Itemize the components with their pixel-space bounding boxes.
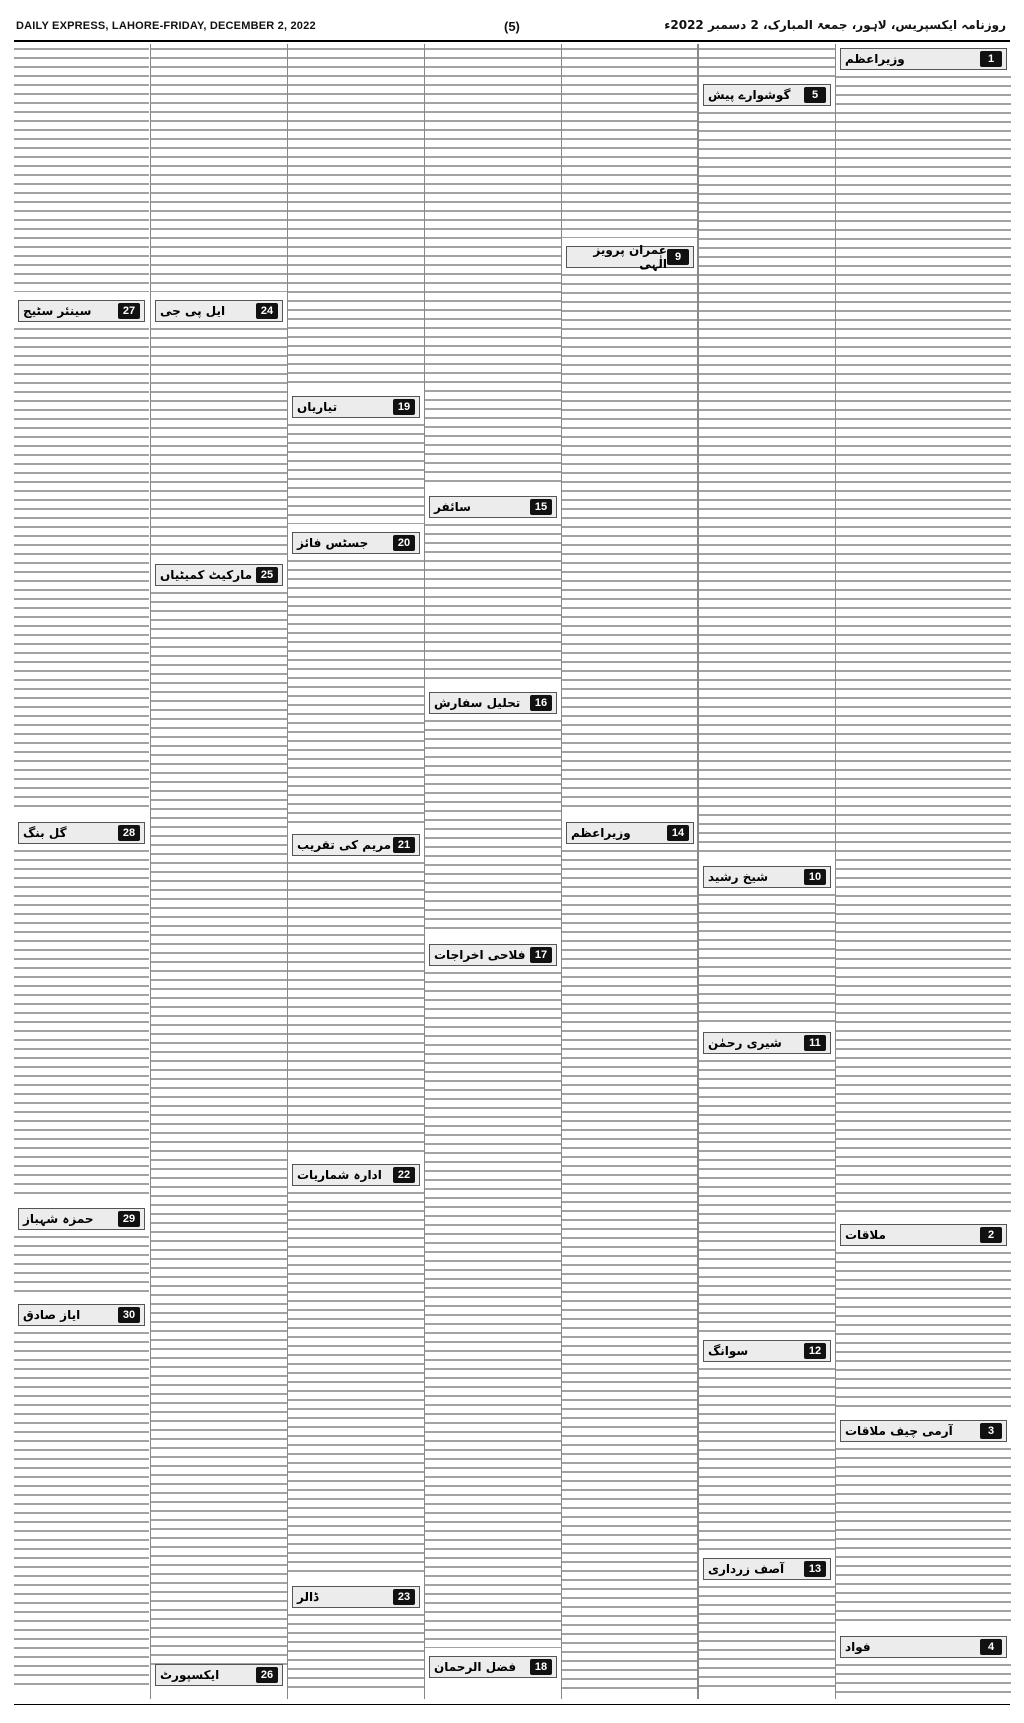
headline-number: 14 bbox=[667, 825, 689, 841]
masthead-date-english: DAILY EXPRESS, LAHORE-FRIDAY, DECEMBER 2, 2022 bbox=[16, 20, 316, 32]
text-block bbox=[14, 850, 149, 1200]
headline-title: مریم کی تقریب bbox=[297, 838, 392, 852]
column-2 bbox=[150, 44, 287, 1699]
text-block bbox=[562, 274, 698, 814]
headline-11 bbox=[703, 1032, 831, 1054]
column-5 bbox=[561, 44, 698, 1699]
headline-title: سینئر سٹیج bbox=[23, 304, 92, 318]
text-block bbox=[288, 1614, 424, 1692]
text-block bbox=[14, 1236, 149, 1296]
headline-title: تیاریاں bbox=[297, 400, 338, 414]
text-block bbox=[699, 894, 835, 1024]
headline-number: 26 bbox=[256, 1667, 278, 1683]
text-block bbox=[288, 1192, 424, 1578]
headline-number: 10 bbox=[804, 869, 826, 885]
headline-21 bbox=[292, 834, 420, 856]
headline-30 bbox=[18, 1304, 145, 1326]
headline-number: 3 bbox=[980, 1423, 1002, 1439]
headline-title: آرمی چیف ملاقات bbox=[845, 1424, 953, 1438]
headline-title: فلاحی اخراجات bbox=[434, 948, 526, 962]
column-1 bbox=[14, 44, 149, 1699]
headline-13 bbox=[703, 1558, 831, 1580]
headline-title: حمزہ شہباز bbox=[23, 1212, 94, 1226]
text-block bbox=[425, 524, 561, 684]
headline-number: 24 bbox=[256, 303, 278, 319]
headline-number: 18 bbox=[530, 1659, 552, 1675]
headline-19 bbox=[292, 396, 420, 418]
headline-4 bbox=[840, 1636, 1007, 1658]
headline-number: 12 bbox=[804, 1343, 826, 1359]
headline-number: 25 bbox=[256, 567, 278, 583]
headline-number: 29 bbox=[118, 1211, 140, 1227]
headline-2 bbox=[840, 1224, 1007, 1246]
headline-22 bbox=[292, 1164, 420, 1186]
headline-title: مارکیٹ کمیٹیاں bbox=[160, 568, 253, 582]
column-6 bbox=[698, 44, 835, 1699]
headline-title: وزیراعظم bbox=[571, 826, 631, 840]
text-block bbox=[699, 1586, 835, 1692]
headline-number: 9 bbox=[667, 249, 689, 265]
headline-1 bbox=[840, 48, 1007, 70]
page-number: (5) bbox=[504, 19, 520, 34]
text-block bbox=[699, 1060, 835, 1332]
headline-9 bbox=[566, 243, 694, 271]
headline-number: 28 bbox=[118, 825, 140, 841]
headline-24 bbox=[155, 300, 283, 322]
headline-number: 21 bbox=[393, 837, 415, 853]
headline-20 bbox=[292, 532, 420, 554]
headline-title: سوانگ bbox=[708, 1344, 749, 1358]
text-block bbox=[699, 1368, 835, 1550]
text-block bbox=[14, 1332, 149, 1692]
text-block bbox=[836, 76, 1011, 1216]
headline-number: 13 bbox=[804, 1561, 826, 1577]
headline-number: 15 bbox=[530, 499, 552, 515]
headline-title: گوشوارے پیش bbox=[708, 88, 791, 102]
headline-title: فواد bbox=[845, 1640, 871, 1654]
headline-number: 2 bbox=[980, 1227, 1002, 1243]
text-block bbox=[836, 1252, 1011, 1412]
column-rule bbox=[697, 44, 699, 1699]
headline-26 bbox=[155, 1664, 283, 1686]
column-4 bbox=[424, 44, 561, 1699]
headline-title: ڈالر bbox=[297, 1590, 319, 1604]
headline-number: 30 bbox=[118, 1307, 140, 1323]
headline-title: عمران پرویز الٰہی bbox=[593, 243, 667, 271]
headline-3 bbox=[840, 1420, 1007, 1442]
text-block bbox=[288, 862, 424, 1156]
text-block bbox=[699, 112, 835, 858]
text-block bbox=[836, 1664, 1011, 1694]
headline-number: 23 bbox=[393, 1589, 415, 1605]
text-block bbox=[288, 424, 424, 524]
headline-18 bbox=[429, 1656, 557, 1678]
headline-number: 16 bbox=[530, 695, 552, 711]
headline-14 bbox=[566, 822, 694, 844]
headline-number: 22 bbox=[393, 1167, 415, 1183]
headline-29 bbox=[18, 1208, 145, 1230]
text-block bbox=[14, 328, 149, 814]
headline-title: ادارہ شماریات bbox=[297, 1168, 382, 1182]
headline-title: گل بنگ bbox=[23, 826, 67, 840]
headline-number: 4 bbox=[980, 1639, 1002, 1655]
text-block bbox=[562, 48, 698, 238]
text-block bbox=[836, 1448, 1011, 1628]
headline-number: 5 bbox=[804, 87, 826, 103]
headline-title: آصف زرداری bbox=[708, 1562, 785, 1576]
text-block bbox=[288, 48, 424, 388]
headline-title: شیخ رشید bbox=[708, 870, 769, 884]
column-3 bbox=[287, 44, 424, 1699]
text-block bbox=[425, 48, 561, 488]
headline-title: جسٹس فائز bbox=[297, 536, 369, 550]
masthead-date-urdu: روزنامہ ایکسپریس، لاہور، جمعۃ المبارک، 2 دسمبر 2022ء bbox=[664, 18, 1006, 32]
headline-10 bbox=[703, 866, 831, 888]
headline-number: 1 bbox=[980, 51, 1002, 67]
headline-17 bbox=[429, 944, 557, 966]
headline-23 bbox=[292, 1586, 420, 1608]
text-block bbox=[151, 592, 287, 1672]
headline-title: شیری رحمٰن bbox=[708, 1036, 782, 1050]
text-block bbox=[425, 972, 561, 1648]
headline-title: ایکسپورٹ bbox=[160, 1668, 220, 1682]
headline-number: 20 bbox=[393, 535, 415, 551]
footer-rule bbox=[14, 1704, 1010, 1705]
headline-27 bbox=[18, 300, 145, 322]
headline-25 bbox=[155, 564, 283, 586]
text-block bbox=[562, 850, 698, 1692]
headline-title: فضل الرحمان bbox=[434, 1660, 517, 1674]
text-block bbox=[151, 328, 287, 556]
column-7 bbox=[835, 44, 1011, 1699]
headline-title: وزیراعظم bbox=[845, 52, 905, 66]
text-block bbox=[288, 560, 424, 826]
headline-number: 11 bbox=[804, 1035, 826, 1051]
headline-number: 17 bbox=[530, 947, 552, 963]
text-block bbox=[151, 48, 287, 292]
headline-number: 27 bbox=[118, 303, 140, 319]
text-block bbox=[425, 720, 561, 936]
headline-5 bbox=[703, 84, 831, 106]
masthead bbox=[14, 14, 1010, 42]
headline-15 bbox=[429, 496, 557, 518]
headline-title: ملاقات bbox=[845, 1228, 886, 1242]
headline-title: سائفر bbox=[434, 500, 471, 514]
headline-title: تحلیل سفارش bbox=[434, 696, 521, 710]
headline-28 bbox=[18, 822, 145, 844]
headline-12 bbox=[703, 1340, 831, 1362]
headline-16 bbox=[429, 692, 557, 714]
article-columns bbox=[14, 44, 1010, 1699]
headline-title: ایل پی جی bbox=[160, 304, 226, 318]
text-block bbox=[699, 48, 835, 78]
headline-number: 19 bbox=[393, 399, 415, 415]
text-block bbox=[14, 48, 149, 292]
headline-title: ایاز صادق bbox=[23, 1308, 81, 1322]
newspaper-page bbox=[14, 14, 1010, 1709]
